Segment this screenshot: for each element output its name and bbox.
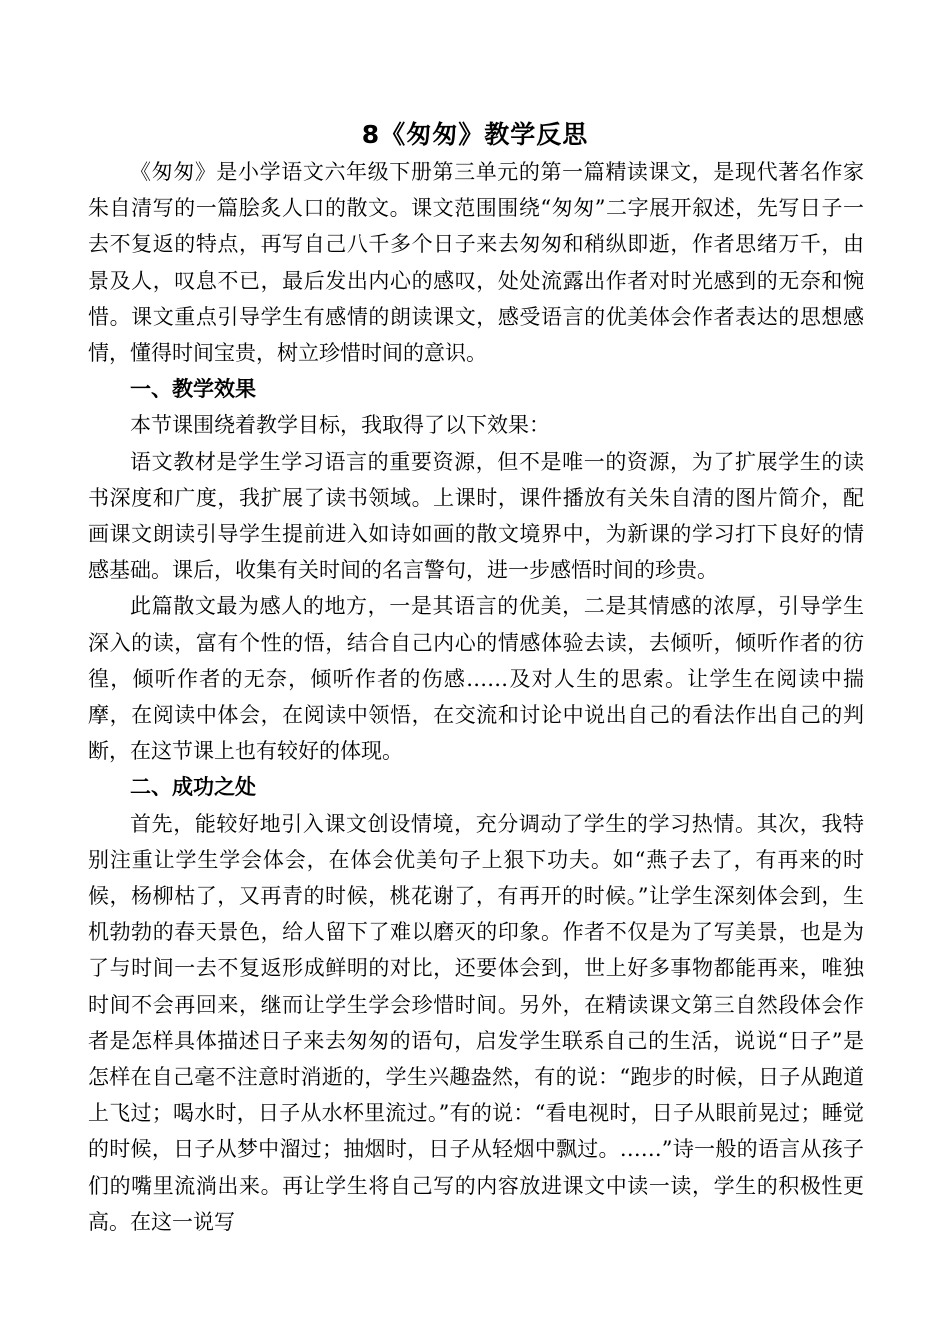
paragraph: 本节课围绕着教学目标，我取得了以下效果： [130,413,550,438]
section-heading-teaching-effect: 一、教学效果 [130,377,256,402]
document-body [88,154,864,1240]
paragraph: 语文教材是学生学习语言的重要资源，但不是唯一的资源，为了扩展学生的读书深度和广度，我扩展了读书领域。上课时，课件播放有关朱自清的图片简介，配画课文朗读引导学生提前进入如诗如画的散文境界中，为新课的学习打下良好的情感基础。课后，收集有关时间的名言警句，进一步感悟时间的珍贵。 [88,449,864,583]
intro-paragraph: 《匆匆》是小学语文六年级下册第三单元的第一篇精读课文，是现代著名作家朱自清写的一篇脍炙人口的散文。课文范围围绕“匆匆”二字展开叙述，先写日子一去不复返的特点，再写自己八千多个日子来去匆匆和稍纵即逝，作者思绪万千，由景及人，叹息不已，最后发出内心的感叹，处处流露出作者对时光感到的无奈和惋惜。课文重点引导学生有感情的朗读课文，感受语言的优美体会作者表达的思想感情，懂得时间宝贵，树立珍惜时间的意识。 [88,160,864,366]
paragraph: 首先，能较好地引入课文创设情境，充分调动了学生的学习热情。其次，我特别注重让学生学会体会，在体会优美句子上狠下功夫。如“燕子去了，有再来的时候，杨柳枯了，又再青的时候，桃花谢了，有再开的时候。”让学生深刻体会到，生机勃勃的春天景色，给人留下了难以磨灭的印象。作者不仅是为了写美景，也是为了与时间一去不复返形成鲜明的对比，还要体会到，世上好多事物都能再来，唯独时间不会再回来，继而让学生学会珍惜时间。另外，在精读课文第三自然段体会作者是怎样具体描述日子来去匆匆的语句，启发学生联系自己的生活，说说“日子”是怎样在自己毫不注意时消逝的，学生兴趣盎然，有的说：“跑步的时候，日子从跑道上飞过；喝水时，日子从水杯里流过。”有的说：“看电视时，日子从眼前晃过；睡觉的时候，日子从梦中溜过；抽烟时，日子从轻烟中飘过。……”诗一般的语言从孩子们的嘴里流淌出来。再让学生将自己写的内容放进课文中读一读，学生的积极性更高。在这一说写 [88,811,864,1234]
paragraph: 此篇散文最为感人的地方，一是其语言的优美，二是其情感的浓厚，引导学生深入的读，富有个性的悟，结合自己内心的情感体验去读，去倾听，倾听作者的彷徨，倾听作者的无奈，倾听作者的伤感……及对人生的思索。让学生在阅读中揣摩，在阅读中体会，在阅读中领悟，在交流和讨论中说出自己的看法作出自己的判断，在这节课上也有较好的体现。 [88,594,864,764]
document-title: 8《匆匆》教学反思 [361,120,589,149]
section-heading-success: 二、成功之处 [130,775,256,800]
